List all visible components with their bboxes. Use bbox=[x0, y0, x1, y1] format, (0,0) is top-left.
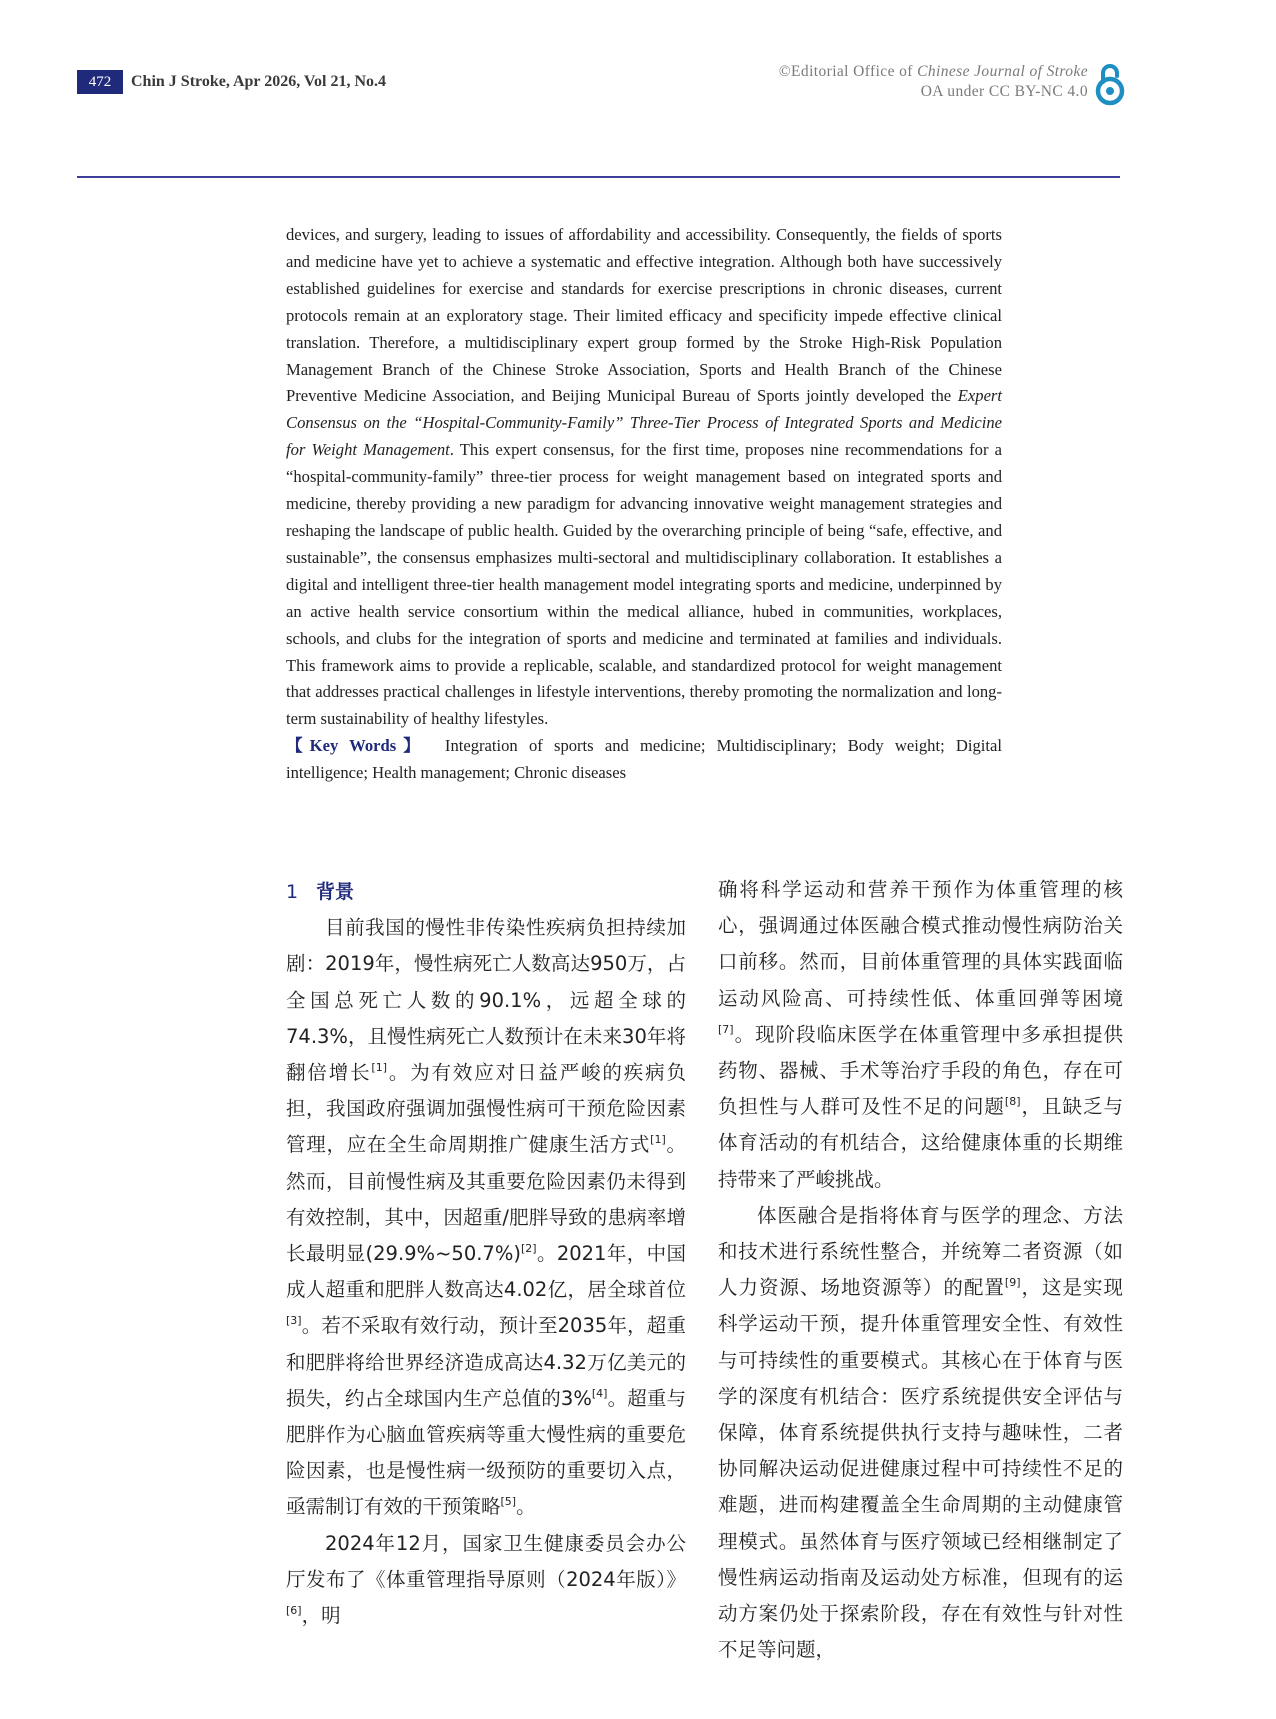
license-line: OA under CC BY-NC 4.0 bbox=[920, 83, 1088, 100]
journal-citation: Chin J Stroke, Apr 2026, Vol 21, No.4 bbox=[131, 73, 387, 90]
consensus-title: Expert Consensus on the “Hospital-Community-Family” Three-Tier Process of Integrated Sports and Medicine for Weight Management bbox=[286, 386, 1002, 460]
body-paragraph: 目前我国的慢性非传染性疾病负担持续加剧：2019年，慢性病死亡人数高达950万，占全国总死亡人数的90.1%，远超全球的74.3%，且慢性病死亡人数预计在未来30年将翻倍增长[1]。为有效应对日益严峻的疾病负担，我国政府强调加强慢性病可干预危险因素管理，应在全生命周期推广健康生活方式[1]。然而，目前慢性病及其重要危险因素仍未得到有效控制，其中，因超重/肥胖导致的患病率增长最明显(29.9%~50.7%)[2]。2021年，中国成人超重和肥胖人数高达4.02亿，居全球首位[3]。若不采取有效行动，预计至2035年，超重和肥胖将给世界经济造成高达4.32万亿美元的损失，约占全球国内生产总值的3%[4]。超重与肥胖作为心脑血管疾病等重大慢性病的重要危险因素，也是慢性病一级预防的重要切入点，亟需制订有效的干预策略[5]。 bbox=[286, 916, 686, 1519]
abstract-paragraph: devices, and surgery, leading to issues of affordability and accessibility. Consequently, the fields of sports and medicine have yet to achieve a systematic and effective integration. Although both have successively established guidelines for exercise and standards for exercise prescriptions in chronic diseases, current protocols remain at an exploratory stage. Their limited efficacy and specificity impede effective clinical translation. Therefore, a multidisciplinary expert group formed by the Stroke High-Risk Population Management Branch of the Chinese Stroke Association, Sports and Health Branch of the Chinese Preventive Medicine Association, and Beijing Municipal Bureau of Sports jointly developed the Expert Consensus on the “Hospital-Community-Family” Three-Tier Process of Integrated Sports and Medicine for Weight Management. This expert consensus, for the first time, proposes nine recommendations for a “hospital-community-family” three-tier process for weight management based on integrated sports and medicine, thereby providing a new paradigm for advancing innovative weight management strategies and reshaping the landscape of public health. Guided by the overarching principle of being “safe, effective, and sustainable”, the consensus emphasizes multi-sectoral and multidisciplinary collaboration. It establishes a digital and intelligent three-tier health management model integrating sports and medicine, underpinned by an active health service consortium within the medical alliance, hubed in communities, workplaces, schools, and clubs for the integration of sports and medicine and terminated at families and individuals. This framework aims to provide a replicable, scalable, and standardized protocol for weight management that addresses practical challenges in lifestyle interventions, thereby promoting the normalization and long-term sustainability of healthy lifestyles. bbox=[286, 225, 1002, 729]
keywords bbox=[286, 733, 1002, 787]
open-access-lock-icon bbox=[1095, 62, 1125, 106]
keywords-label: 【Key Words】 bbox=[286, 736, 427, 756]
right-column bbox=[718, 872, 1123, 1668]
section-title: 背景 bbox=[316, 881, 355, 903]
citation[interactable]: [6] bbox=[286, 1604, 302, 1618]
keywords-text: Integration of sports and medicine; Multidisciplinary; Body weight; Digital intelligence; Health management; Chronic diseases bbox=[286, 736, 1002, 783]
citation[interactable]: [7] bbox=[718, 1022, 734, 1036]
running-header-left bbox=[77, 70, 386, 94]
citation[interactable]: [1] bbox=[371, 1061, 388, 1075]
citation[interactable]: [4] bbox=[591, 1386, 608, 1400]
section-heading bbox=[286, 874, 686, 910]
citation[interactable]: [3] bbox=[286, 1314, 302, 1328]
abstract-block bbox=[286, 222, 1002, 787]
left-column bbox=[286, 874, 686, 1634]
header-rule bbox=[77, 176, 1120, 178]
body-paragraph: 2024年12月，国家卫生健康委员会办公厅发布了《体重管理指导原则（2024年版）》[6]，明 bbox=[286, 1531, 686, 1628]
page-number: 472 bbox=[77, 70, 123, 94]
citation[interactable]: [1] bbox=[650, 1133, 666, 1147]
running-header-right bbox=[779, 62, 1088, 102]
citation[interactable]: [5] bbox=[500, 1495, 517, 1509]
copyright-line: ©Editorial Office of Chinese Journal of Stroke bbox=[778, 63, 1088, 80]
body-paragraph: 确将科学运动和营养干预作为体重管理的核心，强调通过体医融合模式推动慢性病防治关口前移。然而，目前体重管理的具体实践面临运动风险高、可持续性低、体重回弹等困境[7]。现阶段临床医学在体重管理中多承担提供药物、器械、手术等治疗手段的角色，存在可负担性与人群可及性不足的问题[8]，且缺乏与体育活动的有机结合，这给健康体重的长期维持带来了严峻挑战。 bbox=[718, 878, 1123, 1191]
body-paragraph: 体医融合是指将体育与医学的理念、方法和技术进行系统性整合，并统筹二者资源（如人力资源、场地资源等）的配置[9]，这是实现科学运动干预，提升体重管理安全性、有效性与可持续性的重要模式。其核心在于体育与医学的深度有机结合：医疗系统提供安全评估与保障，体育系统提供执行支持与趣味性，二者协同解决运动促进健康过程中可持续性不足的难题，进而构建覆盖全生命周期的主动健康管理模式。虽然体育与医疗领域已经相继制定了慢性病运动指南及运动处方标准，但现有的运动方案仍处于探索阶段，存在有效性与针对性不足等问题， bbox=[718, 1203, 1123, 1662]
citation[interactable]: [2] bbox=[520, 1242, 537, 1256]
citation[interactable]: [9] bbox=[1004, 1276, 1021, 1290]
journal-name: Chinese Journal of Stroke bbox=[917, 63, 1088, 80]
section-number: 1 bbox=[286, 881, 299, 903]
citation[interactable]: [8] bbox=[1004, 1095, 1021, 1109]
